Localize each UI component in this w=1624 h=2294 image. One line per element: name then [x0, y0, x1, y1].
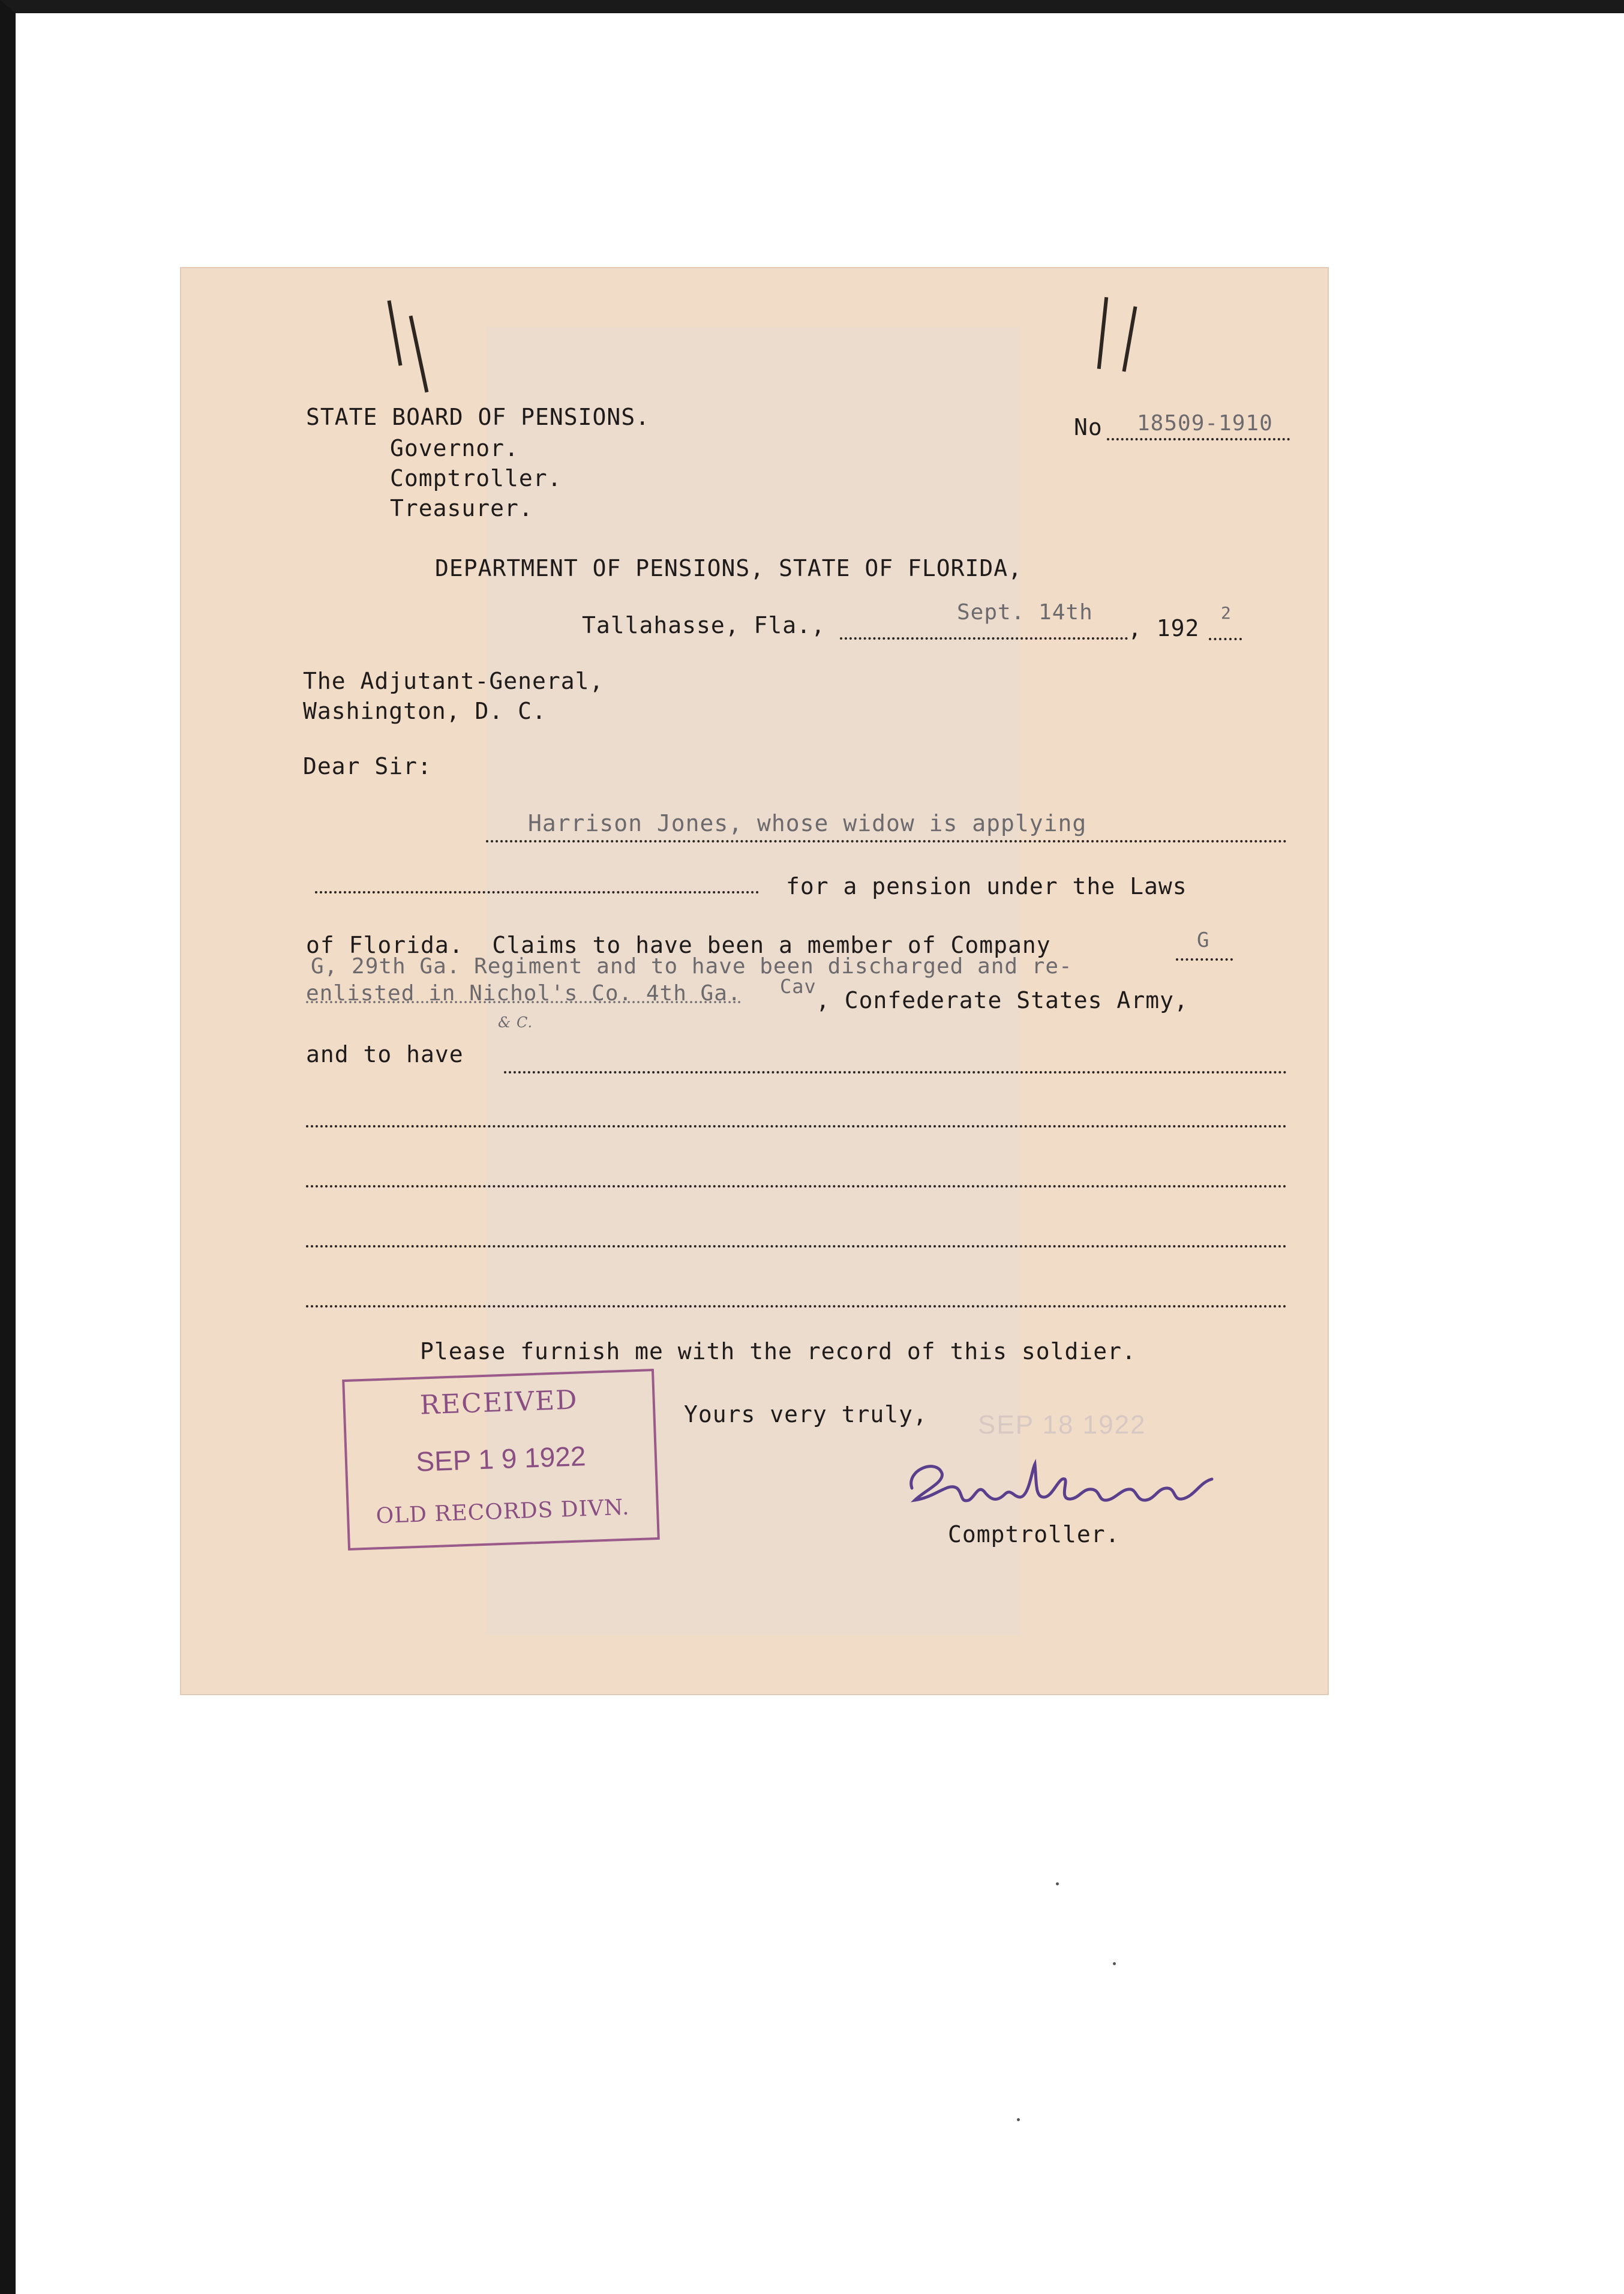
clip-mark-right — [1097, 297, 1109, 369]
soldier-name-line: Harrison Jones, whose widow is applying — [528, 810, 1087, 836]
file-number-label: No — [1074, 414, 1103, 440]
scan-speck — [1113, 1962, 1116, 1965]
addressee-line-1: The Adjutant-General, — [303, 668, 604, 694]
company-value: G — [1197, 928, 1210, 952]
clip-mark-left — [387, 300, 402, 365]
army-line: , Confederate States Army, — [816, 987, 1188, 1013]
received-stamp-division: OLD RECORDS DIVN. — [375, 1495, 631, 1529]
pension-line: for a pension under the Laws — [786, 873, 1187, 899]
department-heading: DEPARTMENT OF PENSIONS, STATE OF FLORIDA, — [435, 555, 1022, 581]
handwritten-note: & C. — [498, 1014, 533, 1031]
board-member-comptroller: Comptroller. — [390, 465, 562, 491]
closing: Yours very truly, — [684, 1401, 927, 1428]
board-member-treasurer: Treasurer. — [390, 495, 533, 521]
and-to-have: and to have — [306, 1041, 464, 1067]
company-line: of Florida. Claims to have been a member of Company — [306, 932, 1051, 958]
dateline-year: , 192 — [1128, 615, 1200, 641]
dateline-year-digit: 2 — [1221, 603, 1232, 623]
scan-speck — [1056, 1882, 1059, 1885]
dateline-date-leader — [840, 637, 1128, 640]
received-stamp-label: RECEIVED — [419, 1384, 579, 1421]
blank-line-3 — [306, 1185, 1287, 1188]
blank-line-5 — [306, 1305, 1287, 1308]
blank-line-4 — [306, 1245, 1287, 1248]
blank-line-2 — [306, 1125, 1287, 1127]
signature-title: Comptroller. — [948, 1521, 1120, 1548]
soldier-name-leader — [486, 840, 1287, 842]
dateline-date: Sept. 14th — [957, 600, 1093, 625]
clip-mark-right-2 — [1122, 306, 1137, 371]
dateline-year-leader — [1209, 638, 1242, 640]
dateline-place: Tallahasse, Fla., — [582, 612, 825, 638]
company-leader — [1176, 958, 1233, 961]
board-member-governor: Governor. — [390, 435, 519, 461]
typed-insert-line-1: G, 29th Ga. Regiment and to have been discharged and re- — [311, 954, 1073, 979]
received-stamp — [342, 1369, 660, 1551]
board-title: STATE BOARD OF PENSIONS. — [306, 404, 650, 430]
comptroller-signature — [900, 1446, 1236, 1530]
clip-mark-left-2 — [409, 316, 429, 392]
scan-speck — [1017, 2118, 1020, 2121]
file-number-value: 18509-1910 — [1137, 411, 1273, 436]
closing-request: Please furnish me with the record of this soldier. — [420, 1338, 1136, 1365]
salutation: Dear Sir: — [303, 753, 432, 779]
pension-leader — [315, 891, 759, 893]
typed-insert-line-2: enlisted in Nichol's Co. 4th Ga. — [306, 981, 742, 1006]
addressee-line-2: Washington, D. C. — [303, 698, 547, 724]
cavalry-mark: Cav — [780, 975, 816, 998]
blank-line-1 — [504, 1071, 1287, 1073]
file-number-leader — [1107, 438, 1290, 440]
faint-date-stamp: SEP 18 1922 — [978, 1410, 1146, 1440]
received-stamp-date: SEP 1 9 1922 — [415, 1440, 587, 1477]
